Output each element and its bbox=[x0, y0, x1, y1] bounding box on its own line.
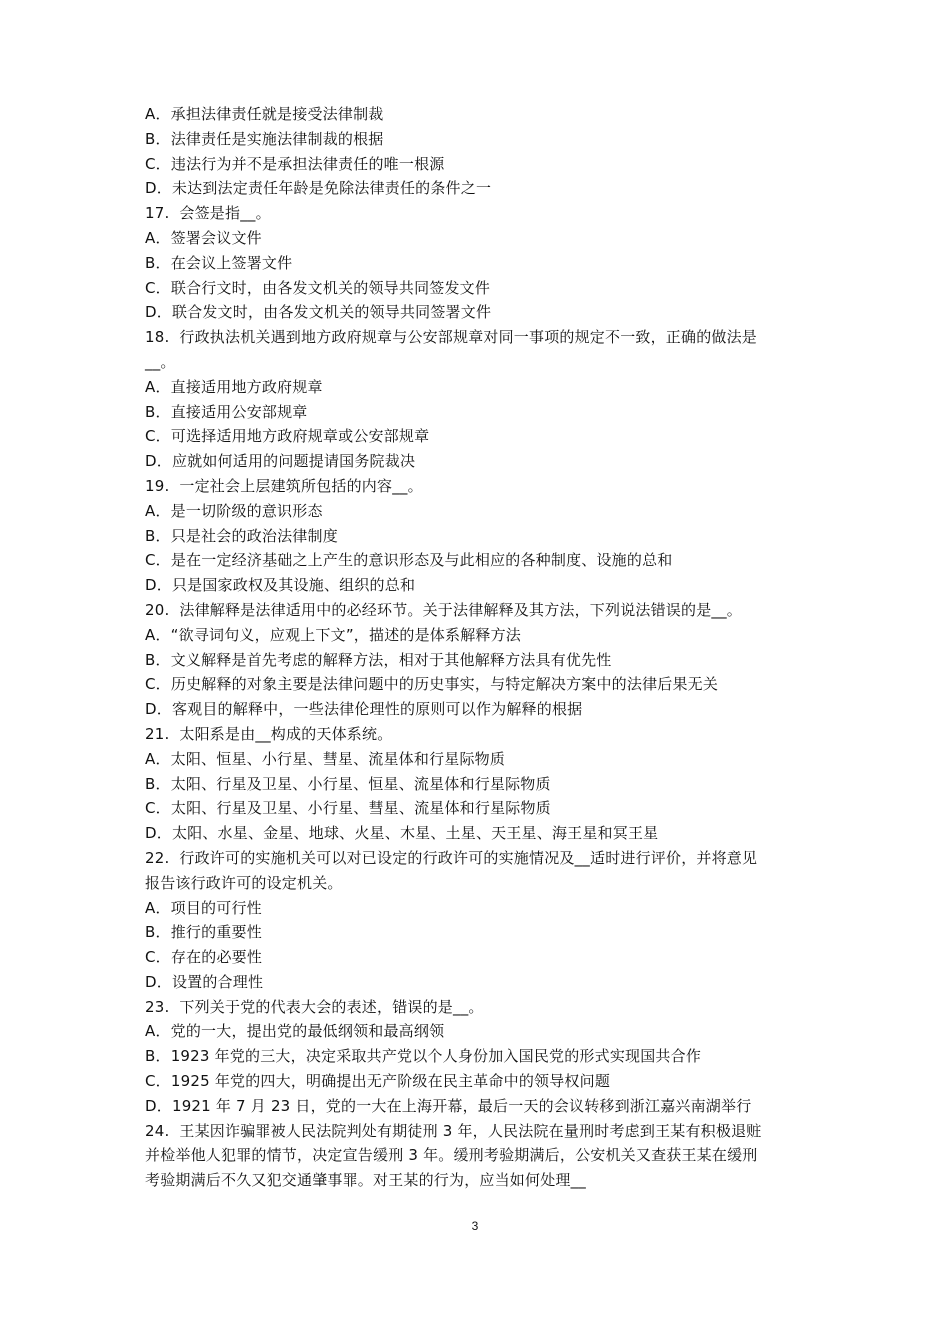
option-a-q23: A．党的一大，提出党的最低纲领和最高纲领 bbox=[145, 1022, 445, 1041]
option-b-q23: B．1923 年党的三大，决定采取共产党以个人身份加入国民党的形式实现国共合作 bbox=[145, 1047, 702, 1066]
question-22-continued: 报告该行政许可的设定机关。 bbox=[145, 873, 343, 892]
option-b-q22: B．推行的重要性 bbox=[145, 923, 262, 942]
question-20: 20. 法律解释是法律适用中的必经环节。关于法律解释及其方法，下列说法错误的是__。 bbox=[145, 600, 742, 619]
option-a-q20: A．“欲寻词句义，应观上下文”，描述的是体系解释方法 bbox=[145, 625, 522, 644]
option-d-q16: D．未达到法定责任年龄是免除法律责任的条件之一 bbox=[145, 179, 492, 198]
option-b-q21: B．太阳、行星及卫星、小行星、恒星、流星体和行星际物质 bbox=[145, 774, 551, 793]
option-c-q17: C．联合行文时，由各发文机关的领导共同签发文件 bbox=[145, 278, 491, 297]
option-c-q18: C．可选择适用地方政府规章或公安部规章 bbox=[145, 427, 430, 446]
option-b-q16: B．法律责任是实施法律制裁的根据 bbox=[145, 129, 384, 148]
option-d-q21: D．太阳、水星、金星、地球、火星、木星、土星、天王星、海王星和冥王星 bbox=[145, 824, 659, 843]
option-c-q23: C．1925 年党的四大，明确提出无产阶级在民主革命中的领导权问题 bbox=[145, 1072, 611, 1091]
document-body bbox=[145, 102, 810, 1193]
option-d-q17: D．联合发文时，由各发文机关的领导共同签署文件 bbox=[145, 303, 492, 322]
option-a-q18: A．直接适用地方政府规章 bbox=[145, 377, 323, 396]
option-a-q21: A．太阳、恒星、小行星、彗星、流星体和行星际物质 bbox=[145, 749, 506, 768]
question-19: 19. 一定社会上层建筑所包括的内容__。 bbox=[145, 476, 423, 495]
option-b-q20: B．文义解释是首先考虑的解释方法，相对于其他解释方法具有优先性 bbox=[145, 650, 612, 669]
option-d-q19: D．只是国家政权及其设施、组织的总和 bbox=[145, 576, 416, 595]
option-b-q17: B．在会议上签署文件 bbox=[145, 253, 293, 272]
option-a-q19: A．是一切阶级的意识形态 bbox=[145, 501, 323, 520]
option-d-q20: D．客观目的解释中，一些法律伦理性的原则可以作为解释的根据 bbox=[145, 700, 583, 719]
question-17: 17. 会签是指__。 bbox=[145, 204, 271, 223]
option-a-q22: A．项目的可行性 bbox=[145, 898, 262, 917]
option-b-q18: B．直接适用公安部规章 bbox=[145, 402, 308, 421]
option-c-q21: C．太阳、行星及卫星、小行星、彗星、流星体和行星际物质 bbox=[145, 799, 551, 818]
question-18-continued: __。 bbox=[145, 352, 176, 371]
option-c-q16: C．违法行为并不是承担法律责任的唯一根源 bbox=[145, 154, 445, 173]
option-c-q19: C．是在一定经济基础之上产生的意识形态及与此相应的各种制度、设施的总和 bbox=[145, 551, 673, 570]
page-number: 3 bbox=[471, 1219, 479, 1233]
question-24-continued-1: 并检举他人犯罪的情节，决定宣告缓刑 3 年。缓刑考验期满后，公安机关又查获王某在缓刑 bbox=[145, 1146, 758, 1165]
option-d-q18: D．应就如何适用的问题提请国务院裁决 bbox=[145, 452, 416, 471]
question-22: 22. 行政许可的实施机关可以对已设定的行政许可的实施情况及__适时进行评价，并将意见 bbox=[145, 848, 758, 867]
option-c-q22: C．存在的必要性 bbox=[145, 948, 263, 967]
option-a-q17: A．签署会议文件 bbox=[145, 228, 262, 247]
option-d-q22: D．设置的合理性 bbox=[145, 972, 264, 991]
question-24-continued-2: 考验期满后不久又犯交通肇事罪。对王某的行为，应当如何处理__ bbox=[145, 1171, 587, 1190]
option-c-q20: C．历史解释的对象主要是法律问题中的历史事实，与特定解决方案中的法律后果无关 bbox=[145, 675, 719, 694]
option-d-q23: D．1921 年 7 月 23 日，党的一大在上海开幕，最后一天的会议转移到浙江嘉兴南湖举行 bbox=[145, 1096, 752, 1115]
question-18: 18. 行政执法机关遇到地方政府规章与公安部规章对同一事项的规定不一致，正确的做法是 bbox=[145, 328, 757, 347]
question-24: 24. 王某因诈骗罪被人民法院判处有期徒刑 3 年，人民法院在量刑时考虑到王某有积极退赃 bbox=[145, 1121, 762, 1140]
question-21: 21. 太阳系是由__构成的天体系统。 bbox=[145, 724, 393, 743]
question-23: 23. 下列关于党的代表大会的表述，错误的是__。 bbox=[145, 997, 484, 1016]
option-b-q19: B．只是社会的政治法律制度 bbox=[145, 526, 338, 545]
option-a-q16: A．承担法律责任就是接受法律制裁 bbox=[145, 105, 384, 123]
